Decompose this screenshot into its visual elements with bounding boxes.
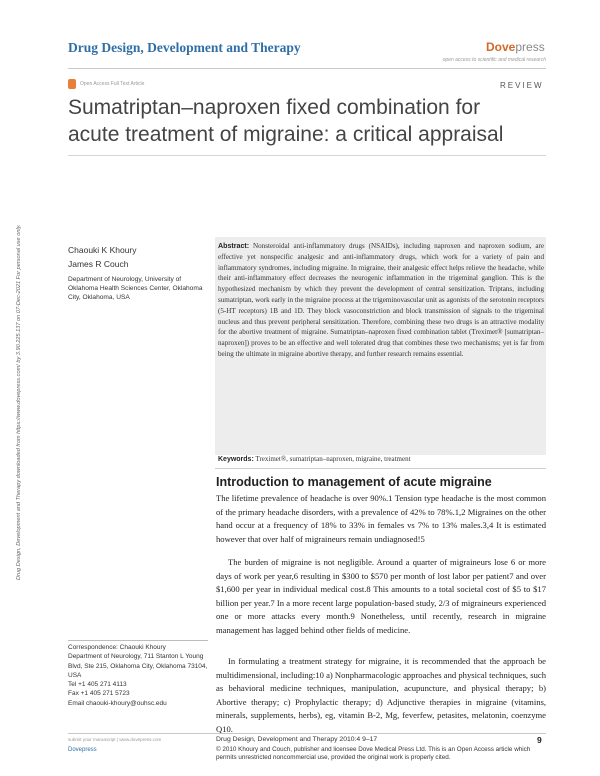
journal-name: Drug Design, Development and Therapy xyxy=(68,40,301,55)
license-statement: © 2010 Khoury and Couch, publisher and licensee Dove Medical Press Ltd. This is an Open Access article which permits unrestricted noncommercial use, provided the original work is properly cited. xyxy=(216,746,531,762)
article-type: REVIEW xyxy=(500,81,544,90)
title-line-2: acute treatment of migraine: a critical appraisal xyxy=(68,123,504,146)
author-2: James R Couch xyxy=(68,259,129,269)
body-paragraph-1: The lifetime prevalence of headache is over 90%.1 Tension type headache is the most common of the primary headache disorders, with a prevalence of 42% to 78%.1,2 Migraines on the other hand occur at a frequency of 18% to 33% in females vs 7% to 13% males.3,4 It is estimated however that over half of migraineurs remain undiagnosed!5 xyxy=(216,493,546,544)
correspondence xyxy=(68,643,208,708)
correspondence-divider xyxy=(68,640,208,641)
keywords-divider xyxy=(215,468,546,469)
author-1: Chaouki K Khoury xyxy=(68,245,137,255)
keywords-text: Treximet®, sumatriptan–naproxen, migraine, treatment xyxy=(255,455,411,463)
correspondence-address: Department of Neurology, 711 Stanton L Young Blvd, Ste 215, Oklahoma City, Oklahoma 73104, USA xyxy=(68,653,208,679)
publisher-logo xyxy=(486,40,545,54)
body-paragraph-2: The burden of migraine is not negligible. Around a quarter of migraineurs lose 6 or more days of work per year,6 resulting in $300 to $570 per month of lost labor per patient7 and over $1,600 per year in individual medical cost.8 This amounts to a total societal cost of $5 to $17 billion per year.7 In a more recent large population-based study, 2/3 of migraineurs experienced one or more attacks every month.9 Nonetheless, until recently, research in migraine management has lagged behind other fields of medicine. xyxy=(216,557,546,635)
footer-divider xyxy=(68,733,546,734)
title-line-1: Sumatriptan–naproxen fixed combination for xyxy=(68,96,481,119)
correspondence-email[interactable]: Email chaouki-khoury@ouhsc.edu xyxy=(68,699,167,707)
abstract-text: Nonsteroidal anti-inflammatory drugs (NSAIDs), including naproxen and naproxen sodium, are effective yet nonspecific analgesic and anti-inflammatory drugs, which work for a variety of pain and inflammatory syndromes, including migraine. In migraine, their analgesic effect helps relieve the headache, while their anti-inflammatory effect decreases the neurogenic inflammation in the trigeminal ganglion. This is the hypothesized mechanism by which they prevent the development of central sensitization. Triptans, including sumatriptan, work early in the migraine process at the trigeminovascular unit as agonists of the serotonin receptors (5-HT receptors) 1B and 1D. They block vasoconstriction and block transmission of signals to the trigeminal nucleus and thus prevent peripheral sensitization. Therefore, combining these two drugs is an attractive modality for the abortive treatment of migraine. Sumatriptan–naproxen fixed combination tablet (Treximet® [sumatriptan–naproxen]) proves to be an effective and well tolerated drug that combines these two mechanisms; yet is far from being the ultimate in migraine abortive therapy, and further research remains essential. xyxy=(218,242,544,358)
submit-manuscript-link[interactable]: submit your manuscript | www.dovepress.com xyxy=(68,737,162,742)
author-list xyxy=(68,243,137,271)
footer-citation: Drug Design, Development and Therapy 2010:4 9–17 xyxy=(216,736,378,743)
open-access-lock-icon xyxy=(68,79,76,89)
abstract-label: Abstract: xyxy=(218,242,250,250)
open-access-label: Open Access Full Text Article xyxy=(80,81,145,87)
download-note: Drug Design, Development and Therapy downloaded from https://www.dovepress.com/ by 3.90.225.137 on 07-Dec-2021 For personal use only. xyxy=(16,224,22,580)
keywords-label: Keywords: xyxy=(218,456,254,463)
abstract xyxy=(218,241,544,360)
publisher-tagline: open access to scientific and medical research xyxy=(442,57,546,63)
correspondence-tel: Tel +1 405 271 4113 xyxy=(68,681,127,689)
affiliation: Department of Neurology, University of Oklahoma Health Sciences Center, Oklahoma City, Oklahoma, USA xyxy=(68,276,203,301)
correspondence-fax: Fax +1 405 271 5723 xyxy=(68,690,130,698)
publisher-brand-bold: Dove xyxy=(486,40,516,54)
section-heading: Introduction to management of acute migraine xyxy=(216,475,492,489)
title-divider xyxy=(68,155,546,156)
header-divider xyxy=(68,68,546,69)
body-paragraph-3: In formulating a treatment strategy for migraine, it is recommended that the approach be multidimensional, including:10 a) Nonpharmacologic approaches and physical techniques, such as behavioral medicine techniques, manipulation, acupuncture, and physical therapy; b) Abortive therapy; c) Prophylactic therapy; d) Adjunctive therapies in migraine (vitamins, minerals, supplements, herbs), eg, vitamin B-2, Mg, feverfew, petasites, melatonin, coenzyme Q10. xyxy=(216,656,546,734)
correspondence-name: Correspondence: Chaouki Khoury xyxy=(68,644,166,651)
keywords xyxy=(218,455,544,463)
footer-brand: Dovepress xyxy=(68,747,97,753)
page-number: 9 xyxy=(537,735,542,745)
download-sidebar xyxy=(16,130,30,580)
publisher-brand-light: press xyxy=(515,40,545,54)
article-title xyxy=(68,94,548,148)
